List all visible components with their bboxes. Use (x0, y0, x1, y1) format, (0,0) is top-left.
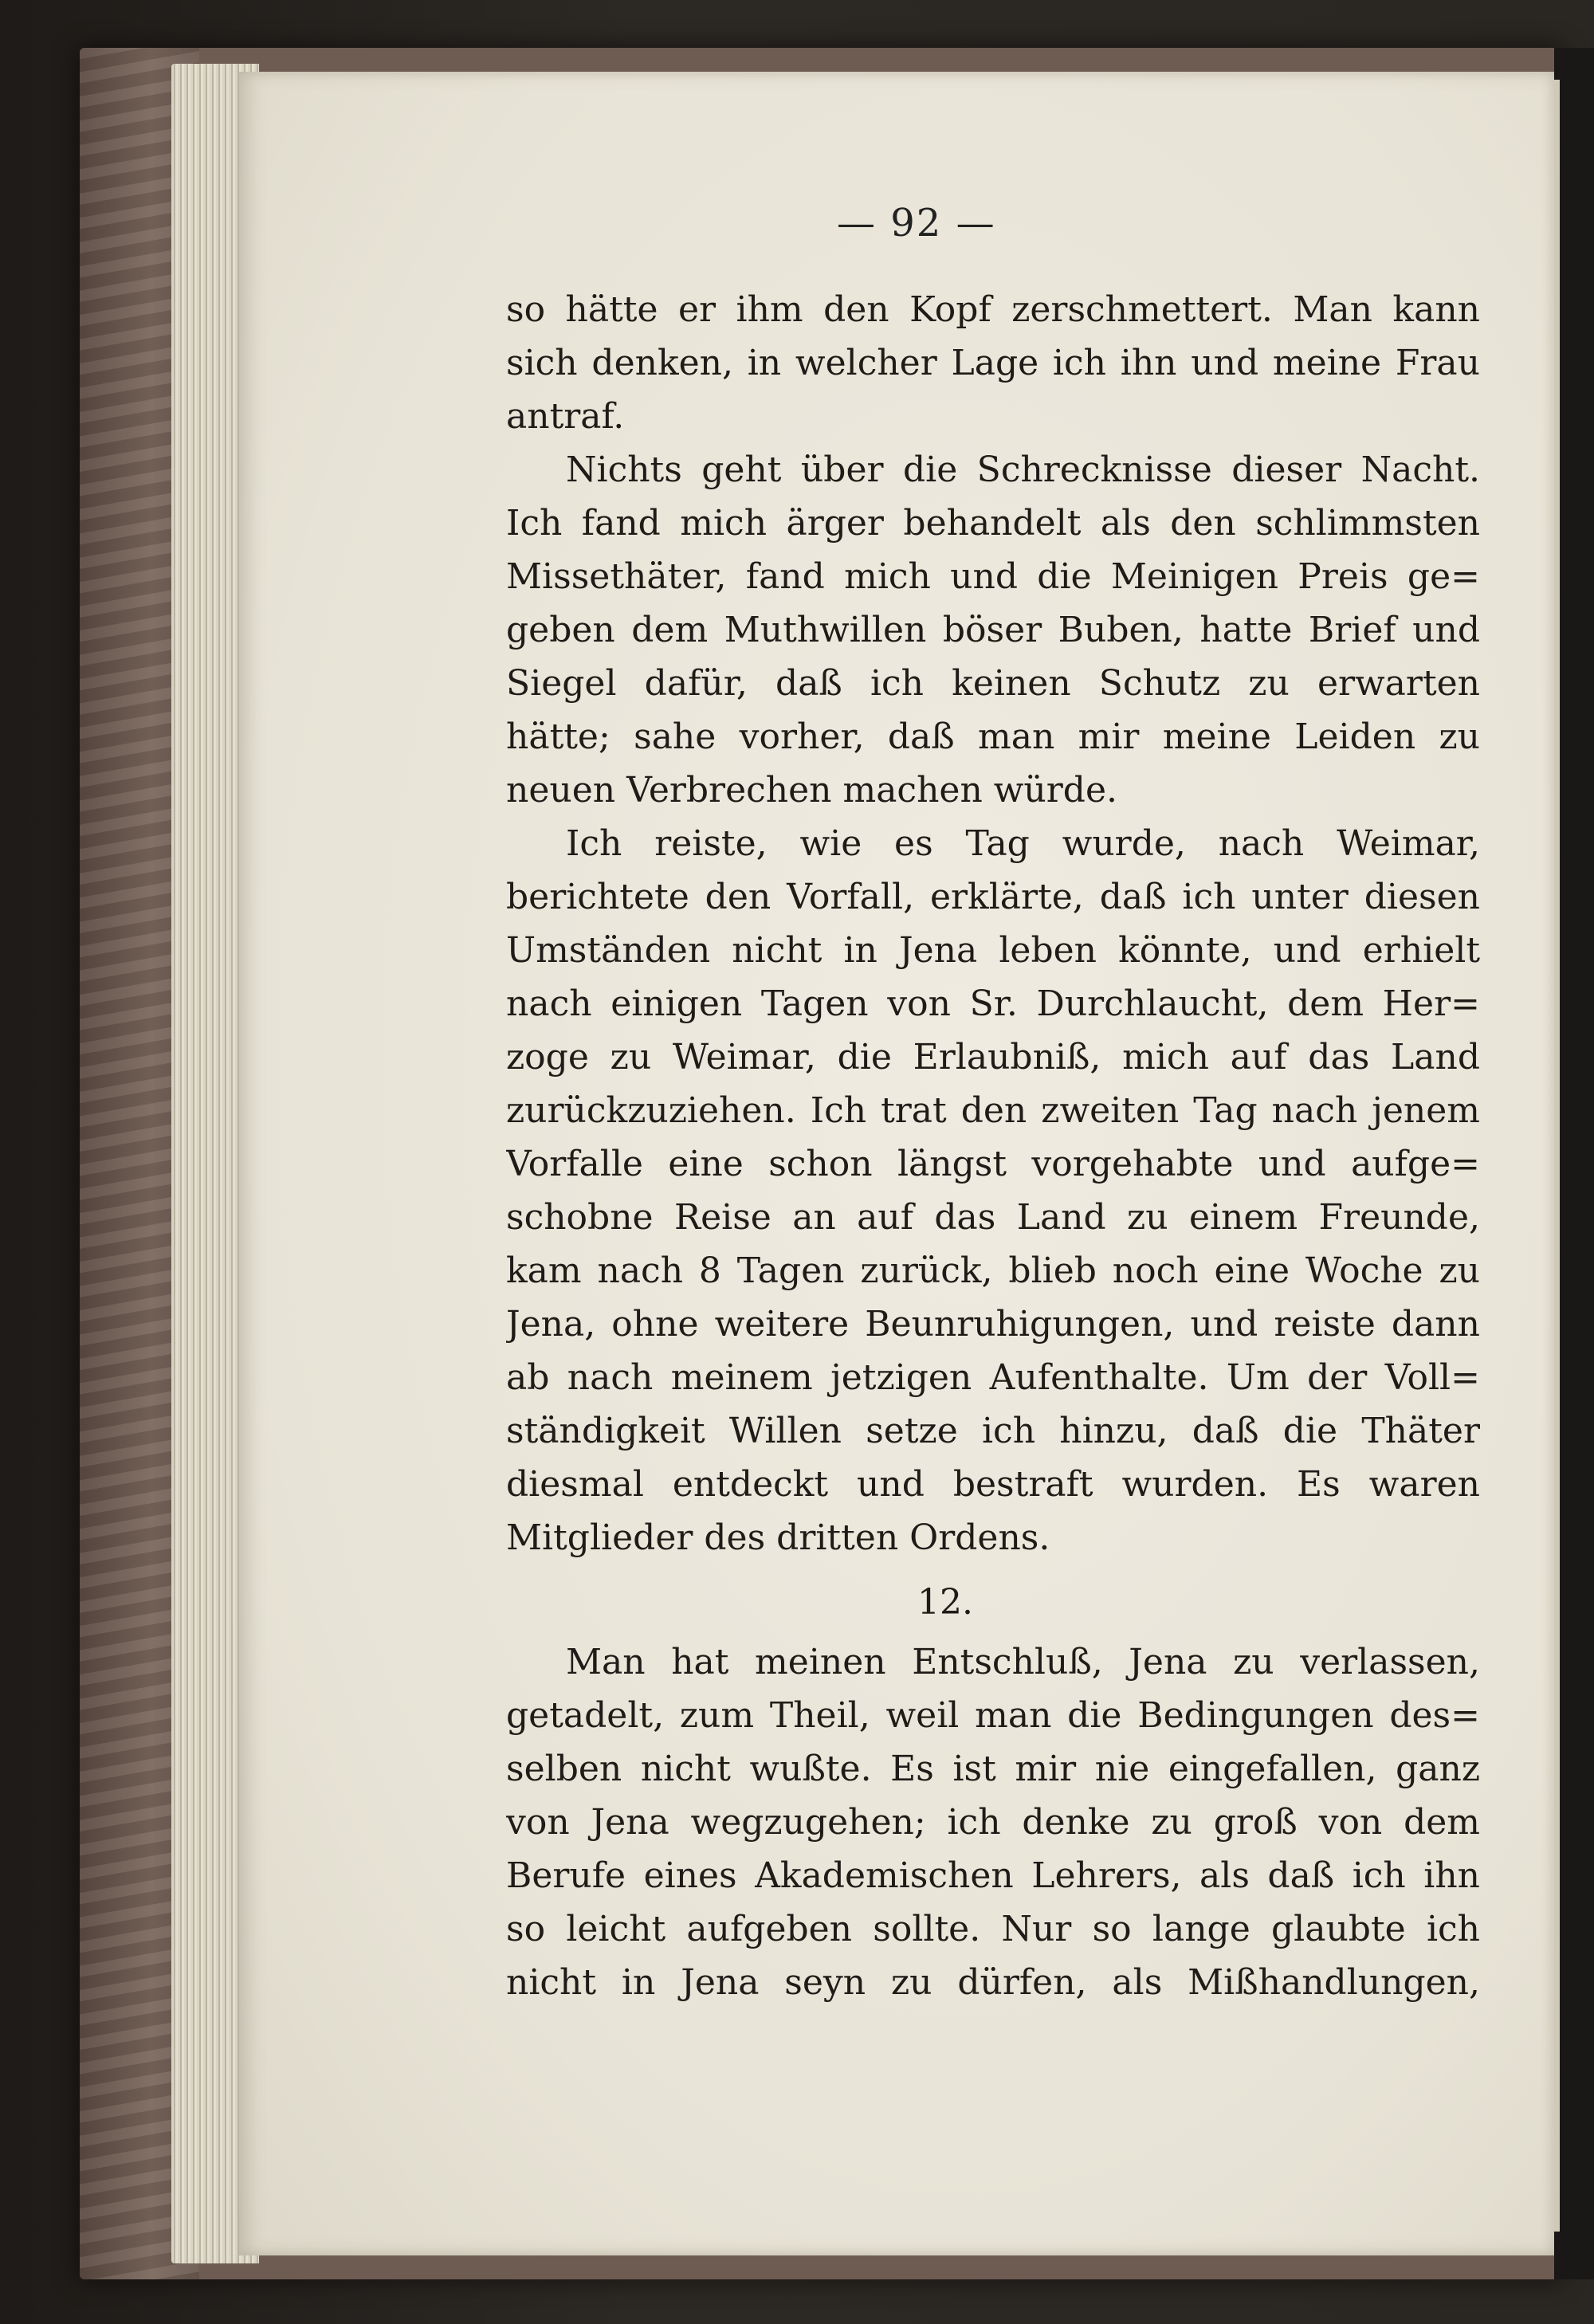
text-line: antraf. (506, 396, 625, 437)
text-line: berichtete den Vorfall, erklärte, daß ich unter diesen (506, 877, 1480, 917)
text-line: schobne Reise an auf das Land zu einem Freunde, (506, 1197, 1480, 1238)
text-line: nicht in Jena seyn zu dürfen, als Mißhandlungen, (506, 1962, 1480, 2003)
text-line: Berufe eines Akademischen Lehrers, als daß ich ihn (506, 1855, 1480, 1896)
text-line: ab nach meinem jetzigen Aufenthalte. Um der Voll= (506, 1357, 1480, 1398)
text-line: Ich fand mich ärger behandelt als den schlimmsten (506, 503, 1480, 544)
page-number: — 92 — (837, 201, 996, 245)
text-line: Nichts geht über die Schrecknisse dieser Nacht. (566, 449, 1480, 490)
section-number: 12. (917, 1582, 973, 1623)
text-line: getadelt, zum Theil, weil man die Bedingungen des= (506, 1695, 1480, 1736)
text-line: nach einigen Tagen von Sr. Durchlaucht, dem Her= (506, 983, 1480, 1024)
text-line: hätte; sahe vorher, daß man mir meine Leiden zu (506, 716, 1480, 757)
text-line: Missethäter, fand mich und die Meinigen Preis ge= (506, 556, 1480, 597)
text-line: ständigkeit Willen setze ich hinzu, daß die Thäter (506, 1411, 1480, 1451)
scan-edge (1554, 48, 1594, 2279)
text-line: von Jena wegzugehen; ich denke zu groß von dem (506, 1802, 1480, 1843)
text-line: Vorfalle eine schon längst vorgehabte und aufge= (506, 1144, 1480, 1184)
text-line: so leicht aufgeben sollte. Nur so lange glaubte ich (506, 1909, 1480, 1949)
text-line: geben dem Muthwillen böser Buben, hatte Brief und (506, 610, 1480, 650)
text-line: Man hat meinen Entschluß, Jena zu verlassen, (566, 1642, 1480, 1682)
text-line: Umständen nicht in Jena leben könnte, und erhielt (506, 930, 1480, 971)
text-line: Mitglieder des dritten Ordens. (506, 1517, 1050, 1558)
text-line: zurückzuziehen. Ich trat den zweiten Tag nach jenem (506, 1090, 1480, 1131)
text-line: so hätte er ihm den Kopf zerschmettert. Man kann (506, 289, 1480, 330)
text-line: selben nicht wußte. Es ist mir nie eingefallen, ganz (506, 1749, 1480, 1789)
text-line: Siegel dafür, daß ich keinen Schutz zu erwarten (506, 663, 1480, 704)
text-line: kam nach 8 Tagen zurück, blieb noch eine Woche zu (506, 1250, 1480, 1291)
text-line: diesmal entdeckt und bestraft wurden. Es waren (506, 1464, 1480, 1505)
page-text (506, 283, 1480, 2009)
text-line: Ich reiste, wie es Tag wurde, nach Weimar, (566, 823, 1480, 864)
text-line: sich denken, in welcher Lage ich ihn und meine Frau (506, 343, 1480, 383)
text-line: Jena, ohne weitere Beunruhigungen, und reiste dann (506, 1304, 1480, 1345)
text-line: zoge zu Weimar, die Erlaubniß, mich auf das Land (506, 1037, 1480, 1078)
text-line: neuen Verbrechen machen würde. (506, 770, 1117, 811)
